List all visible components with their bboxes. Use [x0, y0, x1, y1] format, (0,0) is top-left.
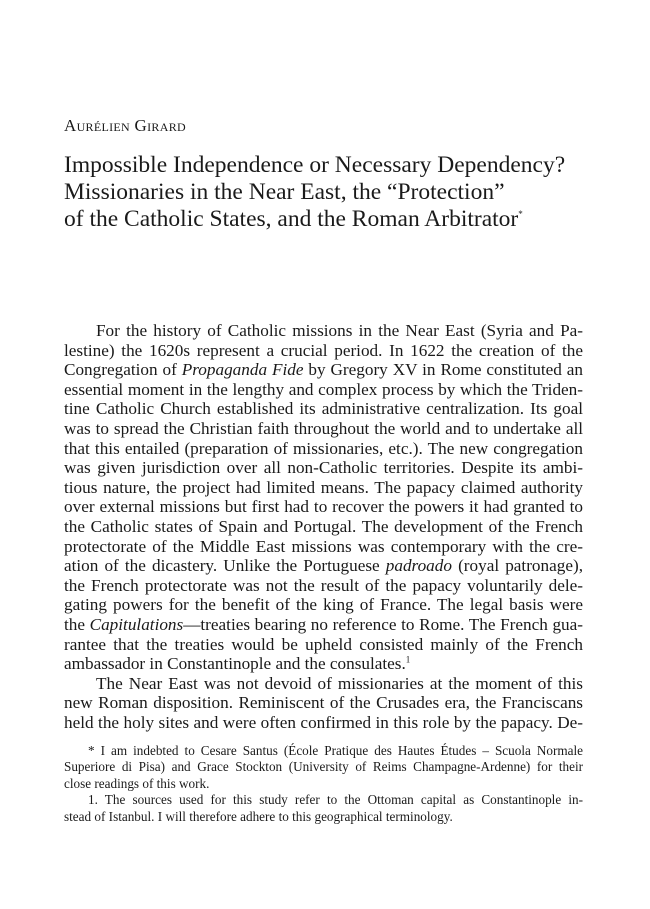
body-line: the French protectorate was not the result of the papacy voluntarily dele-: [64, 575, 583, 595]
body-line: tine Catholic Church established its administrative centralization. Its goal: [64, 399, 583, 419]
body-line: tious nature, the project had limited means. The papacy claimed authority: [64, 477, 583, 497]
title-line: Missionaries in the Near East, the “Protection”: [64, 179, 505, 205]
body-line: the Catholic states of Spain and Portugal. The development of the French: [64, 516, 583, 536]
body-line: protectorate of the Middle East missions was contemporary with the cre-: [64, 536, 583, 556]
italic-term: Propaganda Fide: [181, 360, 304, 380]
paragraph-1: [64, 321, 583, 674]
text-segment: (royal patronage),: [451, 556, 583, 576]
footnote-reference: 1: [405, 654, 411, 665]
body-line: that this entailed (preparation of missionaries, etc.). The new congregation: [64, 438, 583, 458]
body-line: [64, 556, 583, 576]
text-segment: the: [64, 614, 90, 634]
body-line: For the history of Catholic missions in the Near East (Syria and Pa-: [96, 321, 583, 340]
title-footnote-mark: *: [518, 209, 523, 220]
body-line: rantee that the treaties would be upheld consisted mainly of the French: [64, 634, 583, 654]
footnote-line: stead of Istanbul. I will therefore adhere to this geographical terminology.: [64, 808, 453, 824]
body-line: new Roman disposition. Reminiscent of the Crusades era, the Franciscans: [64, 693, 583, 713]
body-line: The Near East was not devoid of missionaries at the moment of this: [96, 673, 583, 693]
body-text: [64, 321, 583, 732]
title-line: [64, 206, 604, 233]
article-title: [64, 152, 604, 233]
body-line: [64, 654, 583, 674]
footnote-line: * I am indebted to Cesare Santus (École Pratique des Hautes Études – Scuola Normale: [88, 743, 583, 758]
text-segment: —treaties bearing no reference to Rome. The French gua-: [183, 614, 584, 634]
title-line: Impossible Independence or Necessary Dependency?: [64, 152, 566, 178]
text-segment: ambassador in Constantinople and the consulates.: [64, 654, 406, 674]
body-line: [64, 615, 583, 635]
body-line: [64, 360, 583, 380]
italic-term: Capitulations: [89, 614, 184, 634]
author-name: Aurélien Girard: [64, 116, 186, 135]
body-line: was to spread the Christian faith throughout the world and to undertake all: [64, 418, 583, 438]
footnote-line: Superiore di Pisa) and Grace Stockton (University of Reims Champagne-Ardenne) for their: [64, 759, 583, 775]
text-segment: by Gregory XV in Rome constituted an: [303, 360, 583, 380]
footnote-acknowledgement: [64, 743, 583, 792]
title-line-text: of the Catholic States, and the Roman Arbitrator: [64, 206, 519, 232]
footnotes: [64, 743, 583, 825]
footnote-line: 1. The sources used for this study refer to the Ottoman capital as Constantinople in-: [88, 792, 583, 808]
body-line: essential moment in the lengthy and complex process by which the Triden-: [64, 379, 583, 399]
italic-term: padroado: [385, 556, 452, 576]
paragraph-2: [64, 674, 583, 733]
footnote-1: [64, 792, 583, 825]
text-segment: Congregation of: [64, 360, 182, 380]
body-line: was given jurisdiction over all non-Catholic territories. Despite its ambi-: [64, 458, 583, 478]
body-line: lestine) the 1620s represent a crucial period. In 1622 the creation of the: [64, 340, 583, 360]
footnote-line: close readings of this work.: [64, 775, 210, 791]
body-line: gating powers for the benefit of the king of France. The legal basis were: [64, 595, 583, 615]
body-line: held the holy sites and were often confirmed in this role by the papacy. De-: [64, 712, 583, 732]
text-segment: ation of the dicastery. Unlike the Portuguese: [64, 556, 386, 576]
body-line: over external missions but first had to recover the powers it had granted to: [64, 497, 583, 517]
